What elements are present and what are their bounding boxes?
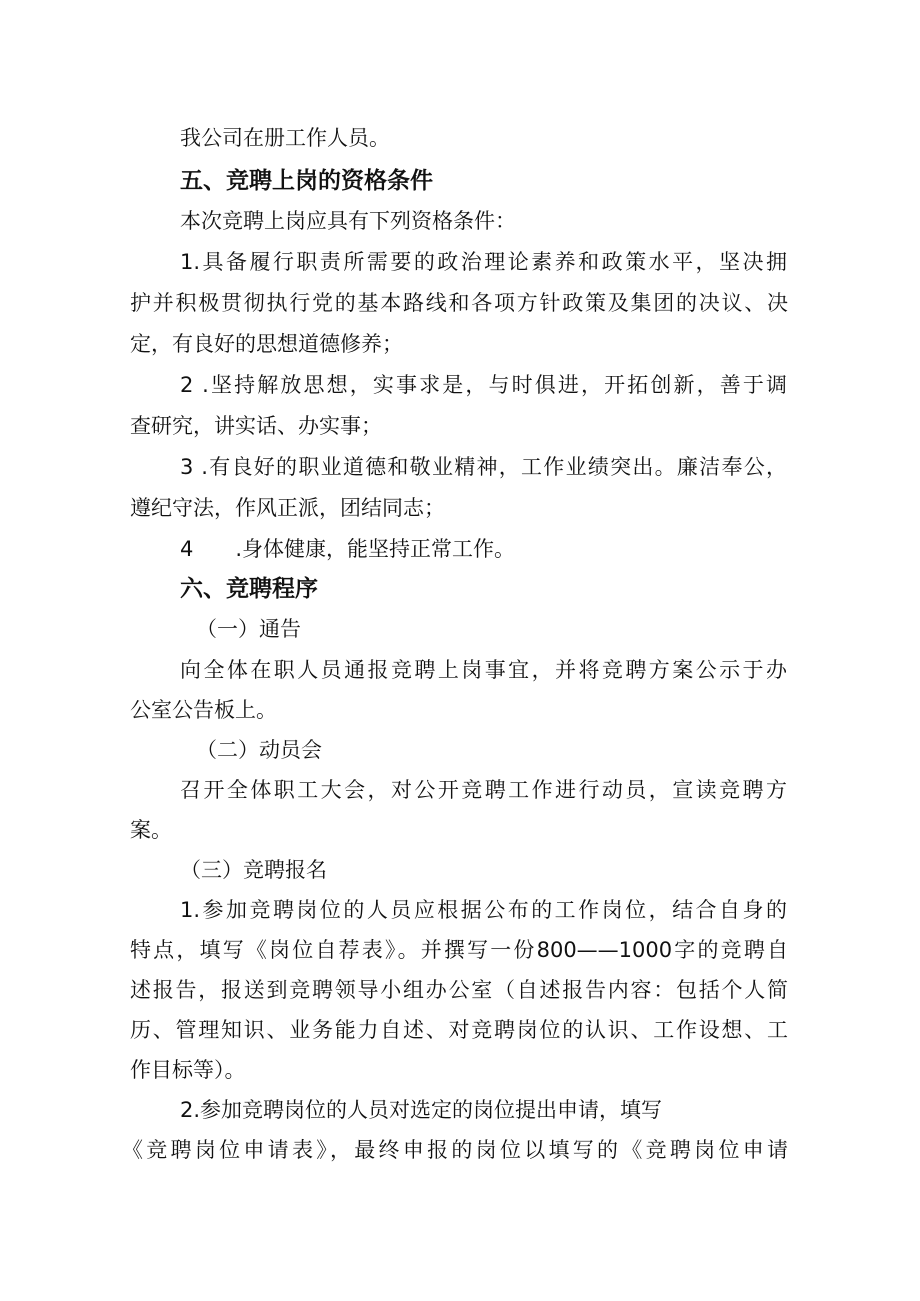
text-line: 护并积极贯彻执行党的基本路线和各项方针政策及集团的决议、决 bbox=[130, 291, 788, 315]
text-line: 作目标等）。 bbox=[130, 1058, 246, 1082]
text-line: 定，有良好的思想道德修养； bbox=[130, 332, 403, 356]
text-line: 1.参加竞聘岗位的人员应根据公布的工作岗位，结合自身的 bbox=[180, 898, 787, 922]
text-line: 查研究，讲实话、办实事； bbox=[130, 414, 382, 438]
text-line: 遵纪守法，作风正派，团结同志； bbox=[130, 496, 445, 520]
text-line: 《竞聘岗位申请表》，最终申报的岗位以填写的《竞聘岗位申请 bbox=[122, 1138, 788, 1162]
text-line: 4 .身体健康，能坚持正常工作。 bbox=[180, 537, 516, 561]
section-heading: 六、竞聘程序 bbox=[180, 576, 318, 602]
text-line: 特点，填写《岗位自荐表》。并撰写一份800——1000字的竞聘自 bbox=[130, 938, 788, 962]
text-line: 本次竞聘上岗应具有下列资格条件： bbox=[180, 209, 516, 233]
text-line: 1.具备履行职责所需要的政治理论素养和政策水平，坚决拥 bbox=[180, 250, 787, 274]
text-line: 我公司在册工作人员。 bbox=[180, 126, 390, 150]
text-line: 公室公告板上。 bbox=[130, 698, 277, 722]
text-line: 案。 bbox=[130, 818, 172, 842]
text-line: 2 .坚持解放思想，实事求是，与时俱进，开拓创新，善于调 bbox=[180, 373, 787, 397]
subsection-heading: （二）动员会 bbox=[196, 738, 322, 762]
text-line: 2.参加竞聘岗位的人员对选定的岗位提出申请，填写 bbox=[180, 1098, 663, 1122]
section-heading: 五、竞聘上岗的资格条件 bbox=[180, 168, 433, 194]
text-line: 召开全体职工大会，对公开竞聘工作进行动员，宣读竞聘方 bbox=[180, 778, 787, 802]
text-line: 历、管理知识、业务能力自述、对竞聘岗位的认识、工作设想、工 bbox=[130, 1018, 788, 1042]
text-line: 向全体在职人员通报竞聘上岗事宜，并将竞聘方案公示于办 bbox=[180, 658, 787, 682]
subsection-heading: （一）通告 bbox=[196, 617, 301, 641]
subsection-heading: （三）竞聘报名 bbox=[180, 858, 327, 882]
text-line: 3 .有良好的职业道德和敬业精神，工作业绩突出。廉洁奉公， bbox=[180, 455, 787, 479]
text-line: 述报告，报送到竞聘领导小组办公室（自述报告内容：包括个人简 bbox=[130, 978, 788, 1002]
